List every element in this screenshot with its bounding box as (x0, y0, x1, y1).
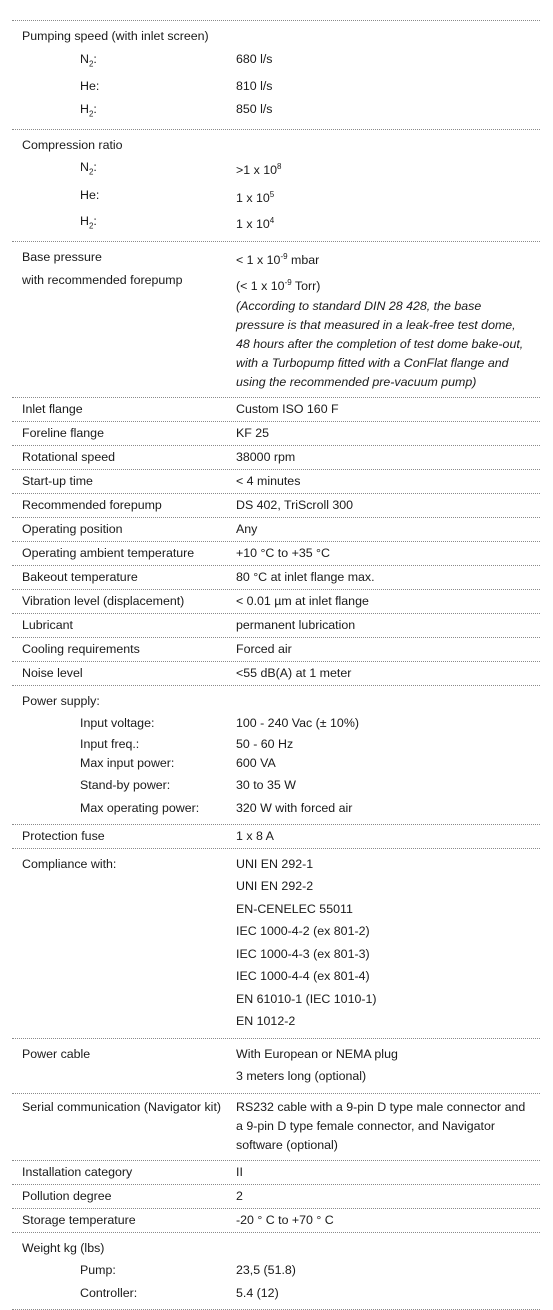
spec-label: Protection fuse (22, 828, 105, 843)
spec-label: Storage temperature (22, 1212, 136, 1227)
spec-row-pumping-speed (12, 21, 540, 130)
spec-subrow: He: 810 l/s (12, 75, 540, 98)
spec-value: 1 x $10^5$ (236, 190, 275, 206)
spec-value: +10 °C to +35 °C (236, 546, 330, 561)
spec-subrow: Stand-by power: 30 to 35 W (12, 774, 540, 797)
spec-value: 38000 rpm (236, 450, 296, 465)
spec-label: Pumping speed (with inlet screen) (22, 29, 209, 43)
spec-row-inlet-flange (12, 398, 540, 422)
spec-value: UNI EN 292-2 (236, 879, 314, 894)
spec-value: EN 61010-1 (IEC 1010-1) (236, 991, 377, 1006)
spec-value: IEC 1000-4-2 (ex 801-2) (236, 924, 370, 939)
spec-label: with recommended forepump (22, 272, 183, 287)
spec-row-recommended-forepump (12, 494, 540, 518)
spec-label: Vibration level (displacement) (22, 594, 185, 609)
spec-value: II (236, 1164, 243, 1179)
spec-subrow: $H_2$: 1 x $10^4$ (12, 210, 540, 238)
spec-value: 50 - 60 Hz (236, 737, 294, 752)
spec-value: 810 l/s (236, 79, 273, 94)
spec-value: IEC 1000-4-4 (ex 801-4) (236, 969, 370, 984)
spec-value: 1 x $10^4$ (236, 216, 275, 232)
spec-label: Installation category (22, 1164, 133, 1179)
spec-label: Foreline flange (22, 426, 104, 441)
spec-subrow: $N_2$: 680 l/s (12, 48, 540, 76)
spec-row-ambient-temperature (12, 542, 540, 566)
spec-label: Weight kg (lbs) (22, 1240, 105, 1255)
spec-value: 80 °C at inlet flange max. (236, 570, 375, 585)
spec-label: Start-up time (22, 474, 93, 489)
spec-row-pollution-degree (12, 1185, 540, 1209)
spec-row-startup-time (12, 470, 540, 494)
spec-value: DS 402, TriScroll 300 (236, 498, 354, 513)
spec-subrow: He: 1 x $10^5$ (12, 184, 540, 210)
spec-row-rotational-speed (12, 446, 540, 470)
spec-value: KF 25 (236, 426, 270, 441)
spec-value: 600 VA (236, 756, 276, 771)
spec-row-storage-temperature (12, 1209, 540, 1233)
spec-subrow: Input voltage: 100 - 240 Vac (± 10%) (12, 712, 540, 735)
spec-value: 1 x 8 A (236, 828, 274, 843)
spec-value: 2 (236, 1188, 243, 1203)
spec-value: 680 l/s (236, 51, 273, 66)
spec-value: permanent lubrication (236, 618, 356, 633)
spec-label: Power cable (22, 1046, 91, 1061)
spec-row-power-cable (12, 1039, 540, 1094)
spec-value: With European or NEMA plug (236, 1046, 398, 1061)
spec-value: (< 1 x $10^{-9}$ Torr) (236, 277, 321, 293)
spec-label: Recommended forepump (22, 498, 162, 513)
spec-value: 320 W with forced air (236, 800, 353, 815)
spec-value: < 0.01 µm at inlet flange (236, 594, 369, 609)
spec-label: Operating ambient temperature (22, 546, 195, 561)
spec-row-foreline-flange (12, 422, 540, 446)
spec-value: < 4 minutes (236, 474, 301, 489)
spec-value: 850 l/s (236, 101, 273, 116)
spec-label: Pollution degree (22, 1188, 112, 1203)
spec-value: 30 to 35 W (236, 777, 296, 792)
spec-label: Operating position (22, 522, 123, 537)
spec-label: Cooling requirements (22, 642, 140, 657)
spec-value: Custom ISO 160 F (236, 402, 339, 417)
spec-row-protection-fuse (12, 825, 540, 849)
spec-label: Lubricant (22, 618, 73, 633)
spec-label: Base pressure (22, 250, 102, 264)
spec-row-operating-position (12, 518, 540, 542)
spec-value: < 1 x $10^{-9}$ mbar (236, 252, 320, 268)
spec-subrow: Max input power: 600 VA (12, 754, 540, 773)
spec-note: (According to standard DIN 28 428, the base pressure is that measured in a leak-free test dome, 48 hours after the completion of test dome bake-out, with a Turbopump fitted with a ConFlat flange and using the recommended pre-vacuum pump) (236, 299, 524, 390)
spec-value: EN 1012-2 (236, 1014, 296, 1029)
spec-value: 23,5 (51.8) (236, 1263, 296, 1278)
spec-value: -20 ° C to +70 ° C (236, 1212, 334, 1227)
spec-value: 3 meters long (optional) (236, 1069, 367, 1084)
spec-row-power-supply (12, 686, 540, 824)
spec-value: IEC 1000-4-3 (ex 801-3) (236, 946, 370, 961)
spec-label: Bakeout temperature (22, 570, 138, 585)
spec-subrow: Pump: 23,5 (51.8) (12, 1259, 540, 1282)
spec-label: Serial communication (Navigator kit) (22, 1099, 222, 1114)
spec-value: 5.4 (12) (236, 1285, 279, 1300)
spec-value: <55 dB(A) at 1 meter (236, 666, 352, 681)
spec-subrow: $H_2$: 850 l/s (12, 98, 540, 126)
spec-label: Rotational speed (22, 450, 115, 465)
spec-value: Any (236, 522, 258, 537)
spec-value: Forced air (236, 642, 292, 657)
spec-label: Compression ratio (22, 137, 123, 152)
spec-row-lubricant (12, 614, 540, 638)
spec-value: >1 x $10^8$ (236, 162, 282, 178)
spec-subrow: Controller: 5.4 (12) (12, 1282, 540, 1305)
spec-label: Compliance with: (22, 856, 117, 871)
spec-row-noise-level (12, 662, 540, 686)
spec-value: EN-CENELEC 55011 (236, 901, 353, 916)
spec-row-compliance (12, 849, 540, 1039)
spec-subrow: Input freq.: 50 - 60 Hz (12, 735, 540, 754)
spec-row-serial-communication (12, 1094, 540, 1161)
spec-value: UNI EN 292-1 (236, 856, 314, 871)
spec-row-cooling (12, 638, 540, 662)
spec-label: Inlet flange (22, 402, 83, 417)
spec-row-compression-ratio (12, 130, 540, 242)
spec-row-installation-category (12, 1161, 540, 1185)
spec-row-base-pressure (12, 242, 540, 398)
spec-row-bakeout-temperature (12, 566, 540, 590)
spec-subrow: $N_2$: >1 x $10^8$ (12, 156, 540, 184)
spec-row-weight (12, 1233, 540, 1310)
spec-value: 100 - 240 Vac (± 10%) (236, 716, 359, 731)
spec-label: Power supply: (22, 694, 100, 709)
spec-table (12, 20, 540, 1310)
spec-subrow: Max operating power: 320 W with forced air (12, 797, 540, 819)
spec-row-vibration-level (12, 590, 540, 614)
spec-value: RS232 cable with a 9-pin D type male connector and a 9-pin D type female connector, and Navigator software (optional) (236, 1099, 526, 1152)
spec-label: Noise level (22, 666, 83, 681)
